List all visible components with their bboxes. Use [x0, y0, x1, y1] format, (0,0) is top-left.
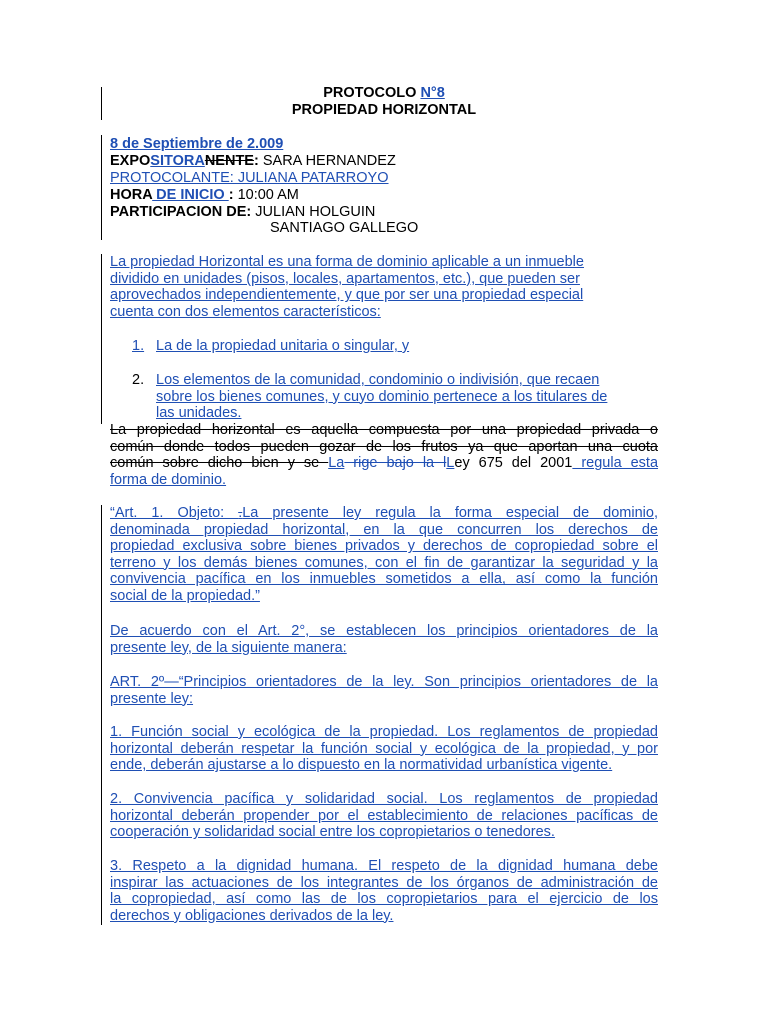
inserted-segment: La — [328, 455, 345, 472]
art2-intro-line: presente ley, de la siguiente manera: — [110, 639, 347, 656]
principle-2-line: cooperación y solidaridad social entre los copropietarios o tenedores. — [110, 824, 555, 841]
principle-1-line: ende, deberán ajustarse a lo dispuesto en la normatividad urbanística vigente. — [110, 757, 613, 774]
hora-label: HORA — [110, 187, 153, 203]
list-item-2-line: sobre los bienes comunes, y cuyo dominio pertenece a los titulares de — [156, 388, 608, 405]
art1-deleted: . — [238, 505, 243, 521]
expositor-colon: : — [253, 153, 259, 169]
struck-inserted-segment: rige bajo la l — [344, 455, 447, 472]
art1-rest: La presente ley regula la forma especial de dominio, — [242, 505, 658, 521]
expositor-label-a: EXPO — [110, 153, 151, 169]
art2-paragraph — [110, 674, 658, 707]
art1-line: denominada propiedad horizontal, en la que concurren los derechos de — [110, 521, 658, 538]
struck-paragraph — [110, 422, 658, 488]
principle-3-line: inspirar las actuaciones de los integrantes de los órganos de administración de — [110, 874, 658, 891]
principle-3-line: 3. Respeto a la dignidad humana. El respeto de la dignidad humana debe — [110, 858, 658, 874]
mixed-line — [110, 455, 658, 472]
art2-line: presente ley: — [110, 690, 194, 707]
principle-1-line: horizontal deberán respetar la función social y ecológica de la propiedad, y por — [110, 740, 658, 757]
art2-intro-line: De acuerdo con el Art. 2°, se establecen los principios orientadores de la — [110, 623, 658, 639]
list-item-1-number: 1. — [132, 338, 145, 354]
principle-2-paragraph — [110, 791, 658, 841]
title-number: N°8 — [420, 85, 445, 101]
intro-line: La propiedad Horizontal es una forma de dominio aplicable a un inmueble — [110, 254, 584, 270]
list-item-2-line: Los elementos de la comunidad, condominio o indivisión, que recaen — [156, 372, 600, 388]
art2-line: ART. 2º—“Principios orientadores de la ley. Son principios orientadores de la — [110, 674, 658, 690]
struck-line: común donde todos pueden gozar de los frutos ya que aportan una cuota — [110, 438, 658, 455]
hora-colon: : — [228, 187, 234, 203]
list-item-2-text — [156, 372, 607, 422]
art1-line — [110, 505, 658, 522]
art1-line: terreno y los demás bienes comunes, con el fin de garantizar la seguridad y la — [110, 554, 658, 571]
inserted-line: forma de dominio. — [110, 471, 227, 488]
principle-2-line: 2. Convivencia pacífica y solidaridad social. Los reglamentos de propiedad — [110, 791, 658, 807]
art1-paragraph — [110, 505, 658, 605]
title-prefix: PROTOCOLO — [323, 85, 421, 101]
plain-segment: ey 675 del 2001 — [454, 455, 573, 472]
participacion-line — [110, 204, 375, 220]
intro-line: dividido en unidades (pisos, locales, apartamentos, etc.), que pueden ser — [110, 270, 580, 287]
principle-2-line: horizontal deberán propender por el establecimiento de relaciones pacíficas de — [110, 807, 658, 824]
intro-line: cuenta con dos elementos característicos: — [110, 303, 381, 320]
art2-intro-paragraph — [110, 623, 658, 656]
principle-3-paragraph — [110, 858, 658, 924]
intro-line: aprovechados independientemente, y que por ser una propiedad especial — [110, 287, 584, 304]
page-subtitle: PROPIEDAD HORIZONTAL — [291, 102, 477, 118]
change-bar — [101, 505, 102, 925]
principle-3-line: la copropiedad, así como las de los copropietarios para el ejercicio de los — [110, 891, 658, 908]
list-item-1-text: La de la propiedad unitaria o singular, y — [156, 338, 410, 354]
change-bar — [101, 254, 102, 424]
participacion-label: PARTICIPACION DE: — [110, 204, 252, 220]
struck-line: La propiedad horizontal es aquella compuesta por una propiedad privada o — [110, 422, 658, 438]
principle-1-line: 1. Función social y ecológica de la propiedad. Los reglamentos de propiedad — [110, 724, 658, 740]
expositor-name: SARA HERNANDEZ — [258, 153, 396, 169]
date-line: 8 de Septiembre de 2.009 — [110, 136, 284, 152]
protocolante-line: PROTOCOLANTE: JULIANA PATARROYO — [110, 170, 389, 186]
hora-label-ins: DE INICIO — [152, 187, 229, 203]
hora-value: 10:00 AM — [233, 187, 299, 203]
page-title — [0, 85, 768, 101]
art1-lead: “Art. 1. Objeto: — [110, 505, 239, 521]
list-item-2-line: las unidades. — [156, 405, 242, 422]
participant-2: SANTIAGO GALLEGO — [270, 220, 419, 236]
participant-1: JULIAN HOLGUIN — [251, 204, 376, 220]
art1-line: social de la propiedad.” — [110, 587, 260, 604]
inserted-segment: regula esta — [572, 455, 659, 472]
list-item-2-number: 2. — [132, 372, 145, 388]
intro-paragraph — [110, 254, 658, 320]
struck-segment: común sobre dicho bien y se — [110, 455, 329, 472]
expositor-line — [110, 153, 396, 169]
principle-1-paragraph — [110, 724, 658, 774]
expositor-label-del: NENTE — [204, 153, 254, 169]
change-bar — [101, 135, 102, 240]
inserted-segment: L — [446, 455, 455, 472]
art1-line: convivencia pacífica en los inmuebles sometidos a ella, así como la función — [110, 571, 658, 588]
art1-line: propiedad exclusiva sobre bienes privados y derechos de copropiedad sobre el — [110, 538, 658, 555]
principle-3-line: derechos y obligaciones derivados de la ley. — [110, 907, 394, 924]
hora-line — [110, 187, 299, 203]
expositor-label-ins: SITORA — [150, 153, 205, 169]
